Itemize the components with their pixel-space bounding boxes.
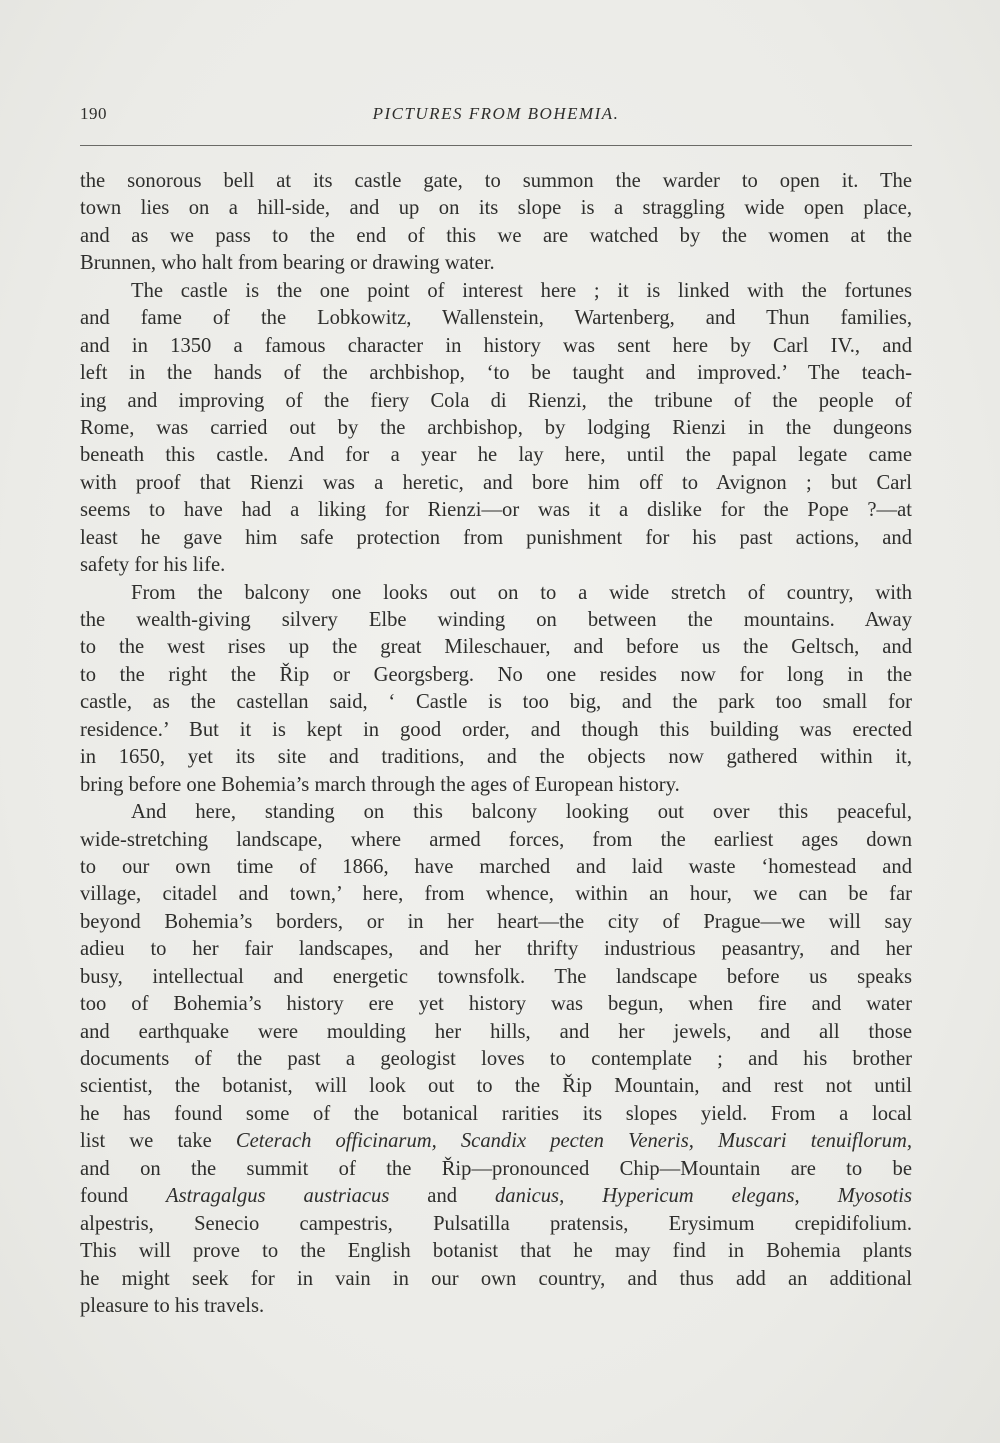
text-line: safety for his life. [80,554,226,577]
text-line: to the right the Řip or Georgsberg. No one resides now for long in the [80,663,912,686]
text-line [80,1128,912,1155]
text-line: scientist, the botanist, will look out to the Řip Mountain, and rest not until [80,1075,912,1098]
text-run [564,1185,602,1207]
text-line: adieu to her fair landscapes, and her thrifty industrious peasantry, and her [80,938,912,961]
text-line: and in 1350 a famous character in history was sent here by Carl IV., and [80,334,912,357]
text-line: and earthquake were moulding her hills, and her jewels, and all those [80,1020,912,1043]
text-line: castle, as the castellan said, ‘ Castle is too big, and the park too small for [80,691,912,714]
text-line: pleasure to his travels. [80,1294,265,1317]
page-number: 190 [80,104,107,123]
text-line: alpestris, Senecio campestris, Pulsatilla pratensis, Erysimum crepidifolium. [80,1212,912,1235]
text-line: seems to have had a liking for Rienzi—or was it a dislike for the Pope ?—at [80,499,912,522]
text-line: the sonorous bell at its castle gate, to summon the warder to open it. The [80,170,912,192]
text-line: Brunnen, who halt from bearing or drawing water. [80,252,495,275]
text-line: ing and improving of the fiery Cola di Rienzi, the tribune of the people of [80,389,912,412]
text-line: least he gave him safe protection from punishment for his past actions, and [80,526,912,549]
text-line: left in the hands of the archbishop, ‘to be taught and improved.’ The teach- [80,362,912,385]
text-line: beyond Bohemia’s borders, or in her heart—the city of Prague—we will say [80,910,912,933]
text-line: the wealth-giving silvery Elbe winding on between the mountains. Away [80,609,912,631]
text-line: This will prove to the English botanist that he may find in Bohemia plants [80,1240,912,1263]
text-line: town lies on a hill-side, and up on its slope is a straggling wide open place, [80,197,912,220]
text-line: in 1650, yet its site and traditions, and the objects now gathered within it, [80,746,912,769]
text-line: to our own time of 1866, have marched and laid waste ‘homestead and [80,855,912,878]
text-line: busy, intellectual and energetic townsfolk. The landscape before us speaks [80,965,912,988]
text-line: beneath this castle. And for a year he lay here, until the papal legate came [80,444,912,467]
text-line: and fame of the Lobkowitz, Wallenstein, Wartenberg, and Thun families, [80,307,912,330]
text-line: documents of the past a geologist loves to contemplate ; and his brother [80,1048,912,1070]
running-head [80,104,912,134]
text-line: bring before one Bohemia’s march through the ages of European history. [80,773,680,796]
text-line [80,1183,912,1210]
text-line: Rome, was carried out by the archbishop, by lodging Rienzi in the dungeons [80,416,912,439]
text-line: and on the summit of the Řip—pronounced Chip—Mountain are to be [80,1157,912,1180]
text-line: And here, standing on this balcony looking out over this peaceful, [131,801,912,824]
text-run: and [389,1185,495,1208]
text-line: to the west rises up the great Mileschauer, and before us the Geltsch, and [80,636,912,659]
text-line: and as we pass to the end of this we are watched by the women at the [80,224,912,247]
text-line: he might seek for in vain in our own country, and thus add an additional [80,1267,912,1290]
text-line: he has found some of the botanical rarities its slopes yield. From a local [80,1102,912,1125]
italic-text: Hypericum elegans, Myosotis [602,1185,913,1208]
text-line: village, citadel and town,’ here, from whence, within an hour, we can be far [80,883,912,906]
italic-text: danicus, [495,1185,565,1208]
text-line: too of Bohemia’s history ere yet history was begun, when fire and water [80,993,912,1016]
text-run: found [80,1185,167,1208]
text-run: list we take [80,1130,236,1153]
text-line: From the balcony one looks out on to a wide stretch of country, with [131,581,912,604]
text-line: with proof that Rienzi was a heretic, and bore him off to Avignon ; but Carl [80,471,912,494]
italic-text: Astragalgus austriacus [166,1185,390,1208]
body-text [80,168,912,1320]
italic-text: Ceterach officinarum, Scandix pecten Veneris, Muscari tenuiflorum, [235,1130,913,1153]
text-line: The castle is the one point of interest here ; it is linked with the fortunes [131,279,912,302]
text-line: wide-stretching landscape, where armed forces, from the earliest ages down [80,828,912,851]
text-line: residence.’ But it is kept in good order, and though this building was erected [80,718,912,741]
header-rule [80,145,912,146]
running-title: PICTURES FROM BOHEMIA. [372,104,620,123]
